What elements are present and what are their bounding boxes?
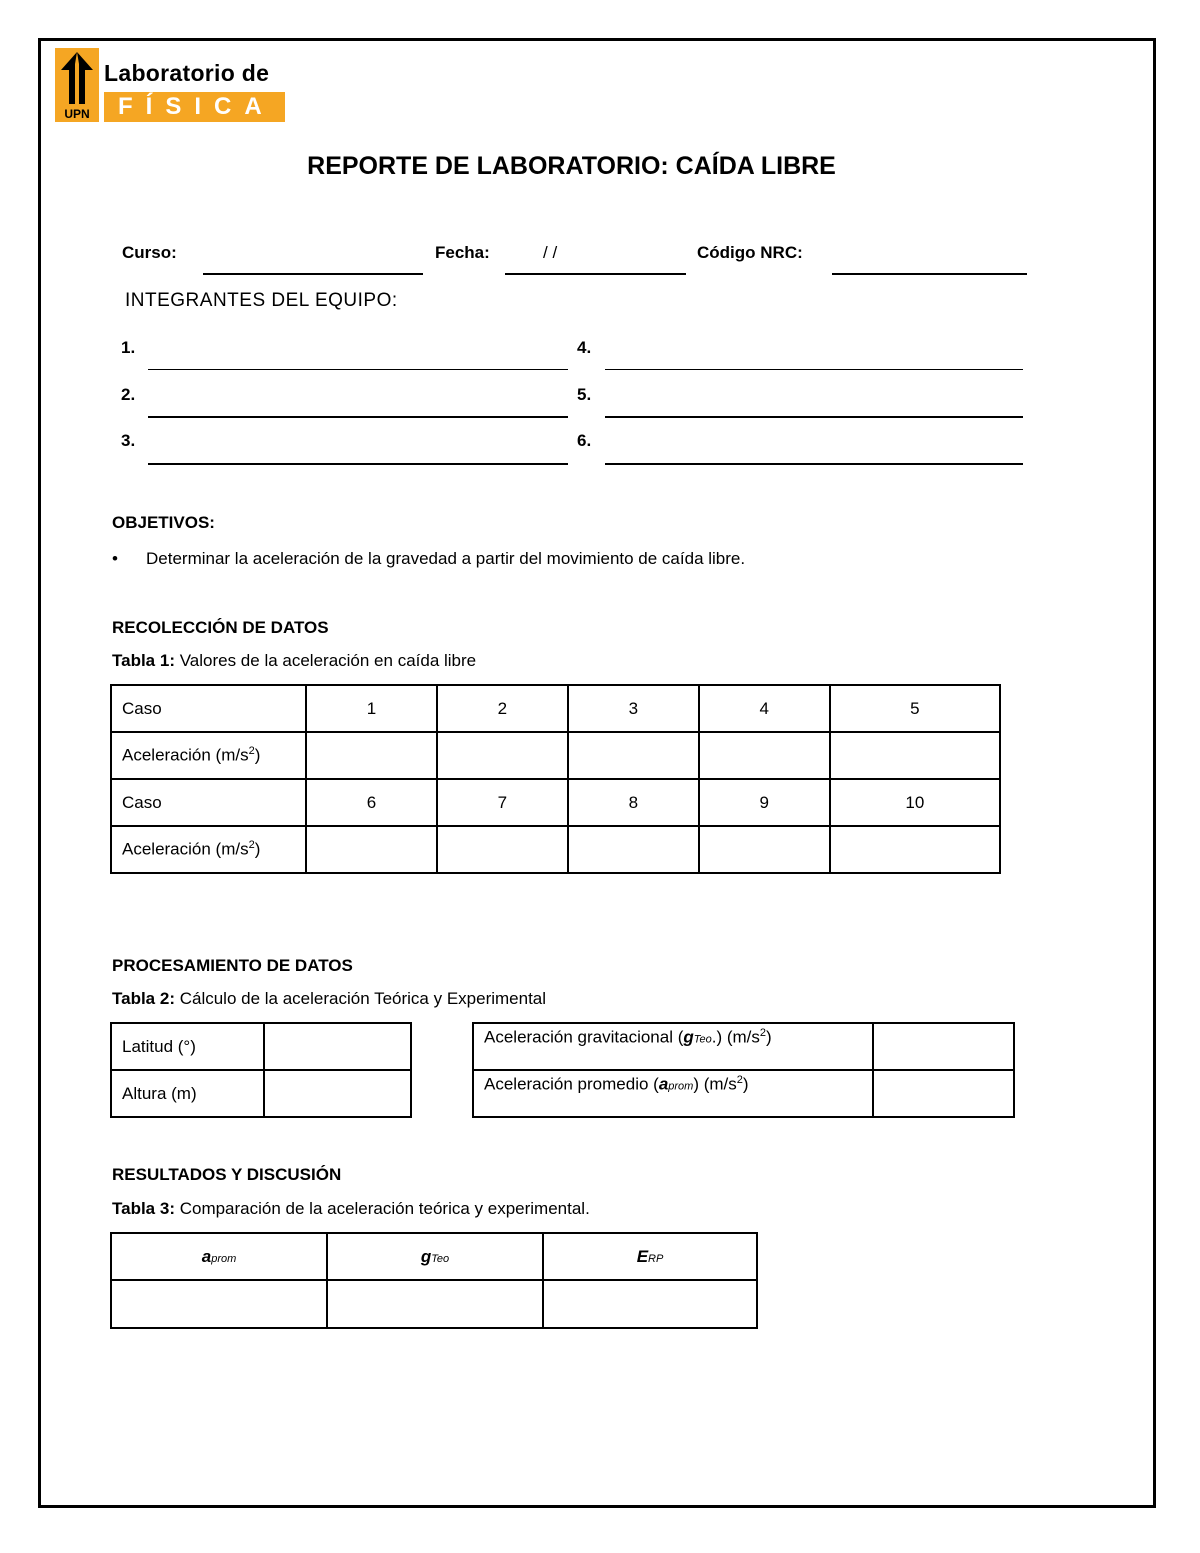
team-heading: INTEGRANTES DEL EQUIPO: [125,290,398,311]
member-field-4[interactable] [605,369,1023,370]
member-field-1[interactable] [148,369,568,370]
logo-fisica: FÍSICA [104,92,285,122]
objectives-heading: OBJETIVOS: [112,513,215,532]
member-field-5[interactable] [605,416,1023,418]
logo-badge: UPN [64,107,90,121]
altura-label: Altura (m) [111,1070,264,1117]
table1-caption: Tabla 1: Valores de la aceleración en caída libre [112,651,477,670]
table-1 [110,684,1001,874]
member-number: 4. [577,338,592,357]
acel-label: Aceleración $(m/s^2)$ [111,826,306,873]
prom-label: Aceleración promedio (aprom) $(m/s^2)$ [473,1070,873,1117]
acel-cell[interactable] [568,826,699,873]
caso-number: 2 [437,685,568,732]
erp-cell[interactable] [543,1280,757,1328]
aprom-cell[interactable] [111,1280,327,1328]
table-2-right [472,1022,1015,1118]
fecha-field[interactable] [505,273,686,275]
altura-cell[interactable] [264,1070,411,1117]
acel-label: Aceleración $(m/s^2)$ [111,732,306,779]
curso-field[interactable] [203,273,423,275]
grav-cell[interactable] [873,1023,1014,1070]
member-number: 3. [121,431,136,450]
fecha-label: Fecha: [435,243,490,262]
acel-cell[interactable] [437,732,568,779]
member-field-3[interactable] [148,463,568,465]
caso-number: 9 [699,779,830,826]
table-2-left [110,1022,412,1118]
prom-cell[interactable] [873,1070,1014,1117]
acel-cell[interactable] [699,826,830,873]
acel-cell[interactable] [437,826,568,873]
recoleccion-heading: RECOLECCIÓN DE DATOS [112,618,329,637]
gteo-cell[interactable] [327,1280,543,1328]
caso-number: 5 [830,685,1000,732]
objective-item: Determinar la aceleración de la gravedad a partir del movimiento de caída libre. [146,549,746,568]
caso-number: 7 [437,779,568,826]
grav-label: Aceleración gravitacional (gTeo.) $(m/s^2)$ [473,1023,873,1070]
nrc-label: Código NRC: [697,243,803,262]
table-3 [110,1232,758,1329]
member-field-6[interactable] [605,463,1023,465]
page-title: REPORTE DE LABORATORIO: CAÍDA LIBRE [307,152,836,180]
curso-label: Curso: [122,243,177,262]
caso-number: 4 [699,685,830,732]
acel-cell[interactable] [568,732,699,779]
acel-cell[interactable] [306,826,437,873]
caso-number: 8 [568,779,699,826]
table2-caption: Tabla 2: Cálculo de la aceleración Teórica y Experimental [112,989,547,1008]
member-number: 5. [577,385,592,404]
latitud-cell[interactable] [264,1023,411,1070]
member-number: 6. [577,431,592,450]
caso-label: Caso [111,685,306,732]
acel-cell[interactable] [830,732,1000,779]
acel-cell[interactable] [699,732,830,779]
header-erp: ERP [543,1233,757,1280]
caso-number: 1 [306,685,437,732]
member-number: 1. [121,338,136,357]
resultados-heading: RESULTADOS Y DISCUSIÓN [112,1165,342,1184]
acel-cell[interactable] [306,732,437,779]
fecha-separators: / / [543,243,558,262]
member-number: 2. [121,385,136,404]
nrc-field[interactable] [832,273,1027,275]
procesamiento-heading: PROCESAMIENTO DE DATOS [112,956,353,975]
header-aprom: aprom [111,1233,327,1280]
header-gteo: gTeo [327,1233,543,1280]
latitud-label: Latitud (°) [111,1023,264,1070]
table3-caption: Tabla 3: Comparación de la aceleración teórica y experimental. [112,1199,590,1218]
upn-logo [55,48,99,122]
bullet: • [112,549,118,568]
logo-text: Laboratorio de [104,60,270,86]
caso-number: 6 [306,779,437,826]
caso-number: 10 [830,779,1000,826]
caso-number: 3 [568,685,699,732]
acel-cell[interactable] [830,826,1000,873]
member-field-2[interactable] [148,416,568,418]
caso-label: Caso [111,779,306,826]
